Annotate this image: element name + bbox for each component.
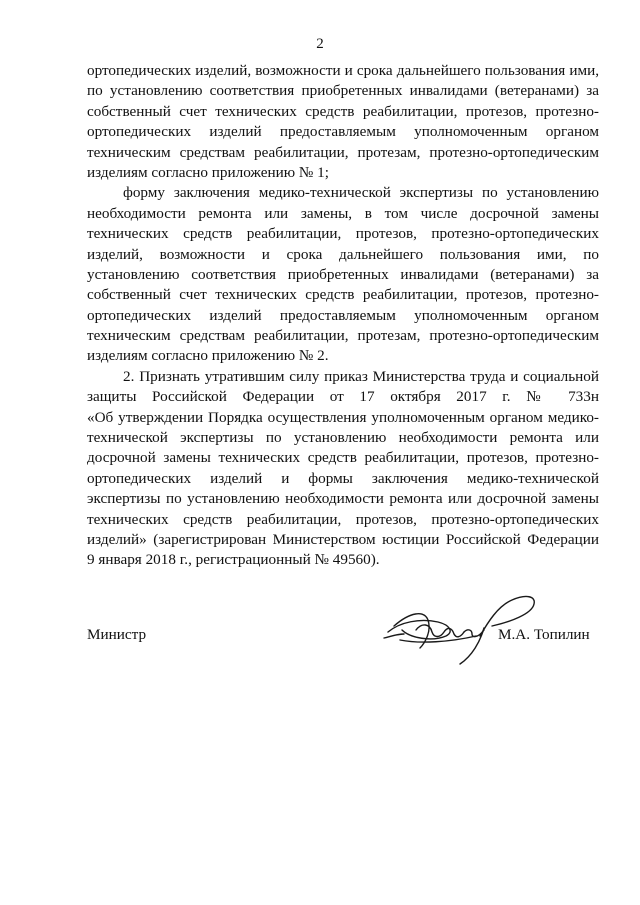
text-line: ортопедических изделий предоставляемым уполномоченным органом [87,306,599,324]
text-line: ортопедических изделий предоставляемым уполномоченным органом [87,123,599,141]
text-line: техническим средствам реабилитации, протезам, протезно-ортопедическим [87,327,599,345]
text-line: технической экспертизы по установлению необходимости ремонта или [87,429,599,447]
text-line: по установлению соответствия приобретенных инвалидами (ветеранами) за [87,82,599,100]
text-line: изделий, возможности и срока дальнейшего пользования ими, по [87,245,599,263]
signer-name: М.А. Топилин [498,626,590,643]
page-number: 2 [316,36,324,52]
text-line: техническим средствам реабилитации, протезам, протезно-ортопедическим [87,143,599,161]
text-line: 9 января 2018 г., регистрационный № 49560). [87,551,380,569]
text-line: собственный счет технических средств реабилитации, протезов, протезно- [87,286,599,304]
text-line: изделиям согласно приложению № 2. [87,347,329,365]
text-line: досрочной замены технических средств реабилитации, протезов, протезно- [87,449,599,467]
text-line: необходимости ремонта или замены, в том числе досрочной замены [87,204,599,222]
text-line: технических средств реабилитации, протезов, протезно-ортопедических [87,225,599,243]
handwritten-signature [380,592,550,672]
text-line: 2. Признать утратившим силу приказ Министерства труда и социальной [123,367,599,385]
text-line: установлению соответствия приобретенных инвалидами (ветеранами) за [87,265,599,283]
paragraph-1 [87,61,599,183]
text-line: защиты Российской Федерации от 17 октября 2017 г. № 733н [87,388,599,406]
text-line: собственный счет технических средств реабилитации, протезов, протезно- [87,102,599,120]
text-line: экспертизы по установлению необходимости ремонта или досрочной замены [87,490,599,508]
text-line: ортопедических изделий, возможности и срока дальнейшего пользования ими, [87,62,599,79]
document-body [87,61,599,571]
text-line: изделиям согласно приложению № 1; [87,163,329,181]
text-line: ортопедических изделий и формы заключения медико-технической [87,469,599,487]
signer-position: Министр [87,626,147,643]
paragraph-2 [87,183,599,367]
text-line: «Об утверждении Порядка осуществления уполномоченным органом медико- [87,408,599,426]
text-line: технических средств реабилитации, протезов, протезно-ортопедических [87,510,599,528]
paragraph-3 [87,367,599,571]
text-line: изделий» (зарегистрирован Министерством юстиции Российской Федерации [87,530,599,548]
text-line: форму заключения медико-технической экспертизы по установлению [123,184,599,202]
